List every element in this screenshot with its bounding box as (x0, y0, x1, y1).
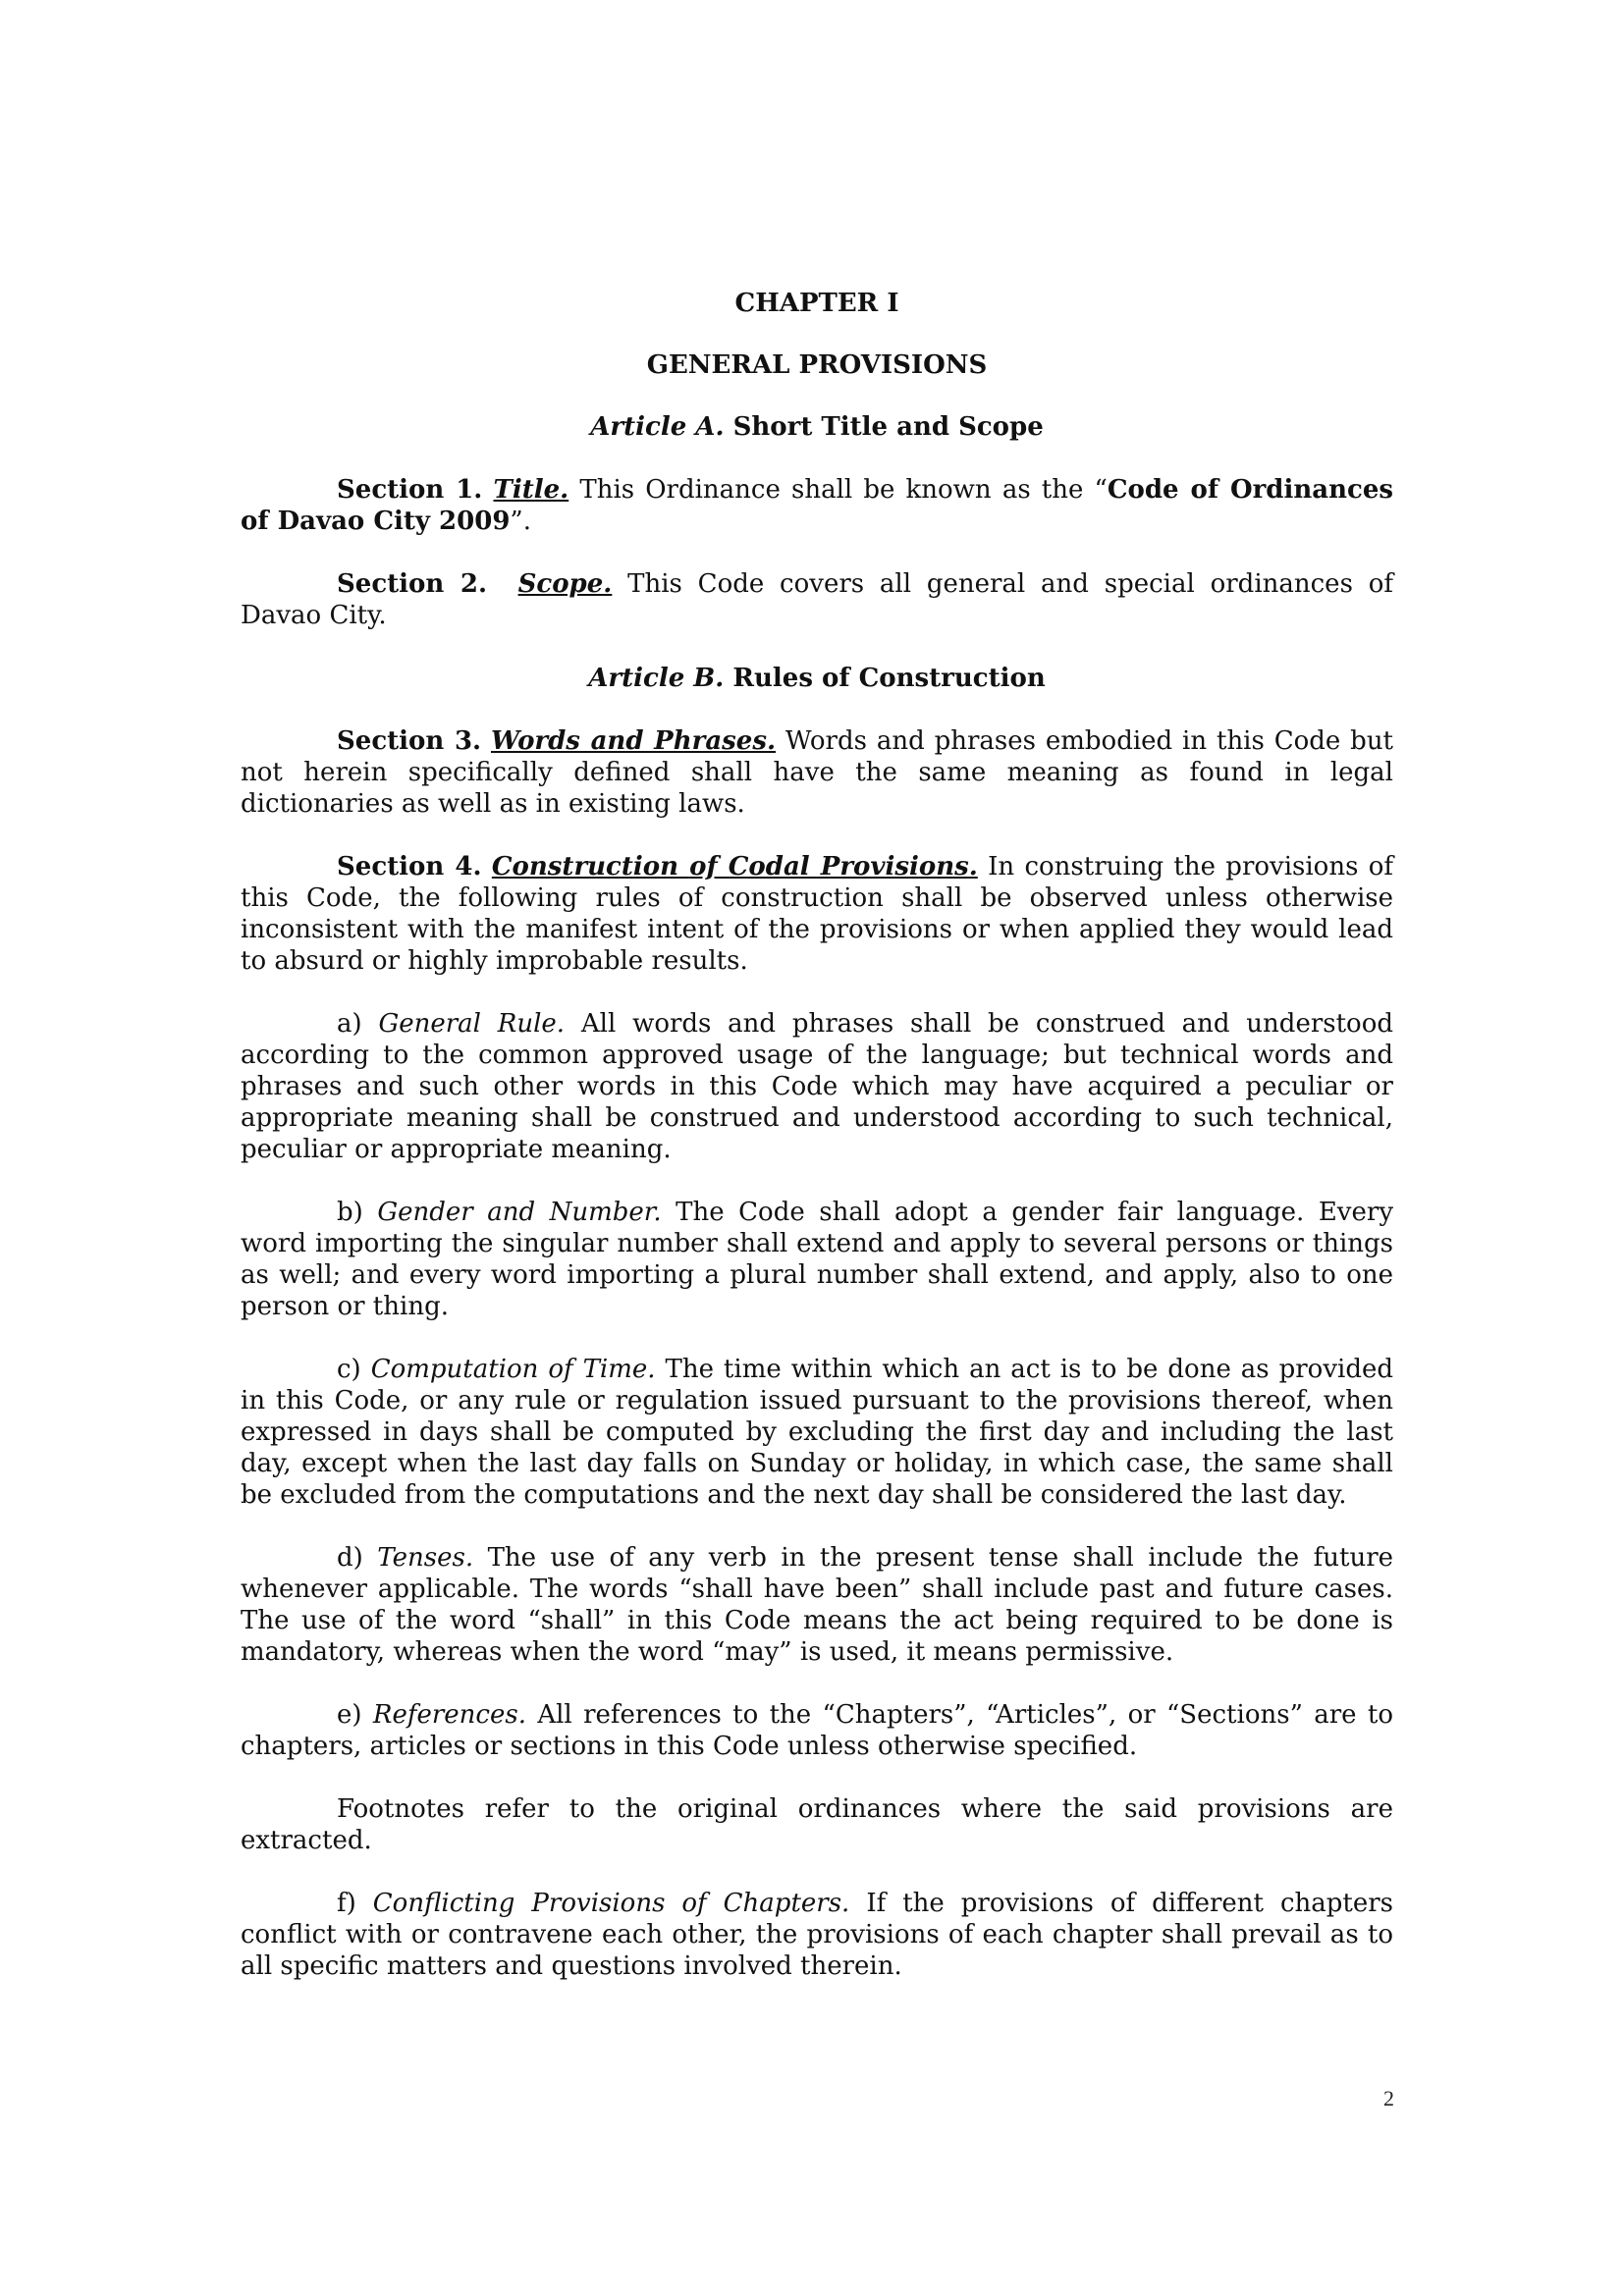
rule-e (241, 1699, 1393, 1762)
rule-a-title: General Rule. (378, 1009, 566, 1039)
rule-a-text: All words and phrases shall be construed and understood according to the common approved usage of the language; but technical words and phrases and such other words in this Code which may have acquired a peculiar or appropriate meaning shall be construed and understood according to such technical, peculiar or appropriate meaning. (241, 1009, 1393, 1164)
section-4-text: In construing the provisions of this Code, the following rules of construction shall be observed unless otherwise inconsistent with the manifest intent of the provisions or when applied they would lead to absurd or highly improbable results. (241, 852, 1394, 976)
section-1-text-end: ”. (510, 507, 531, 536)
rule-c (241, 1354, 1393, 1511)
section-4-heading: Construction of Codal Provisions. (491, 852, 978, 881)
section-3 (241, 725, 1393, 820)
page-content (241, 288, 1393, 2013)
section-2-heading: Scope. (517, 569, 613, 599)
chapter-title: CHAPTER I (734, 289, 899, 318)
section-4-label: Section 4. (337, 852, 482, 881)
rule-f-letter: f) (337, 1889, 356, 1918)
rule-b (241, 1197, 1393, 1322)
rule-f-text: If the provisions of different chapters conflict with or contravene each other, the provisions of each chapter shall prevail as to all specific matters and questions involved therein. (241, 1889, 1394, 1981)
rule-d (241, 1542, 1393, 1668)
rule-e-title: References. (372, 1700, 526, 1730)
rule-c-text: The time within which an act is to be done as provided in this Code, or any rule or regulation issued pursuant to the provisions thereof, when expressed in days shall be computed by excluding the first day and including the last day, except when the last day falls on Sunday or holiday, in which case, the same shall be excluded from the computations and the next day shall be considered the last day. (241, 1355, 1393, 1510)
rule-c-title: Computation of Time. (370, 1355, 656, 1384)
rule-d-text: The use of any verb in the present tense shall include the future whenever applicable. The words “shall have been” shall include past and future cases. The use of the word “shall” in this Code means the act being required to be done is mandatory, whereas when the word “may” is used, it means permissive. (241, 1543, 1394, 1667)
article-a-label: Article A. (590, 412, 725, 442)
section-1 (241, 474, 1393, 537)
rule-e-text: All references to the “Chapters”, “Articles”, or “Sections” are to chapters, articles or sections in this Code unless otherwise specified. (241, 1700, 1393, 1761)
chapter-subtitle: GENERAL PROVISIONS (646, 350, 988, 380)
section-1-heading: Title. (493, 475, 569, 505)
section-3-heading: Words and Phrases. (490, 726, 777, 756)
page-number: 2 (1383, 2086, 1394, 2110)
rule-a-letter: a) (337, 1009, 362, 1039)
article-a-heading (241, 411, 1393, 443)
section-2 (241, 568, 1393, 631)
rule-e-letter: e) (337, 1700, 362, 1730)
article-b-title: Rules of Construction (732, 664, 1046, 693)
section-2-text: This Code covers all general and special ordinances of Davao City. (241, 569, 1393, 630)
section-1-label: Section 1. (337, 475, 483, 505)
rule-b-text: The Code shall adopt a gender fair language. Every word importing the singular number shall extend and apply to several persons or things as well; and every word importing a plural number shall extend, and apply, also to one person or thing. (241, 1198, 1394, 1321)
section-3-label: Section 3. (337, 726, 482, 756)
rule-b-letter: b) (337, 1198, 363, 1227)
rule-b-title: Gender and Number. (377, 1198, 662, 1227)
article-b-heading (241, 663, 1393, 694)
rule-d-letter: d) (337, 1543, 363, 1573)
rule-f-title: Conflicting Provisions of Chapters. (372, 1889, 850, 1918)
section-1-code-name: Code of Ordinances of Davao City 2009 (241, 475, 1394, 536)
article-a-title: Short Title and Scope (732, 412, 1044, 442)
section-2-label: Section 2. (337, 569, 488, 599)
section-3-text: Words and phrases embodied in this Code but not herein specifically defined shall have the same meaning as found in legal dictionaries as well as in existing laws. (241, 726, 1394, 819)
section-4 (241, 851, 1393, 977)
article-b-label: Article B. (588, 664, 725, 693)
rule-f (241, 1888, 1393, 1982)
footnotes-note: Footnotes refer to the original ordinances where the said provisions are extracted. (241, 1794, 1393, 1855)
rule-c-letter: c) (337, 1355, 361, 1384)
rule-a (241, 1008, 1393, 1165)
rule-d-title: Tenses. (377, 1543, 474, 1573)
section-1-text: This Ordinance shall be known as the “ (568, 475, 1108, 505)
